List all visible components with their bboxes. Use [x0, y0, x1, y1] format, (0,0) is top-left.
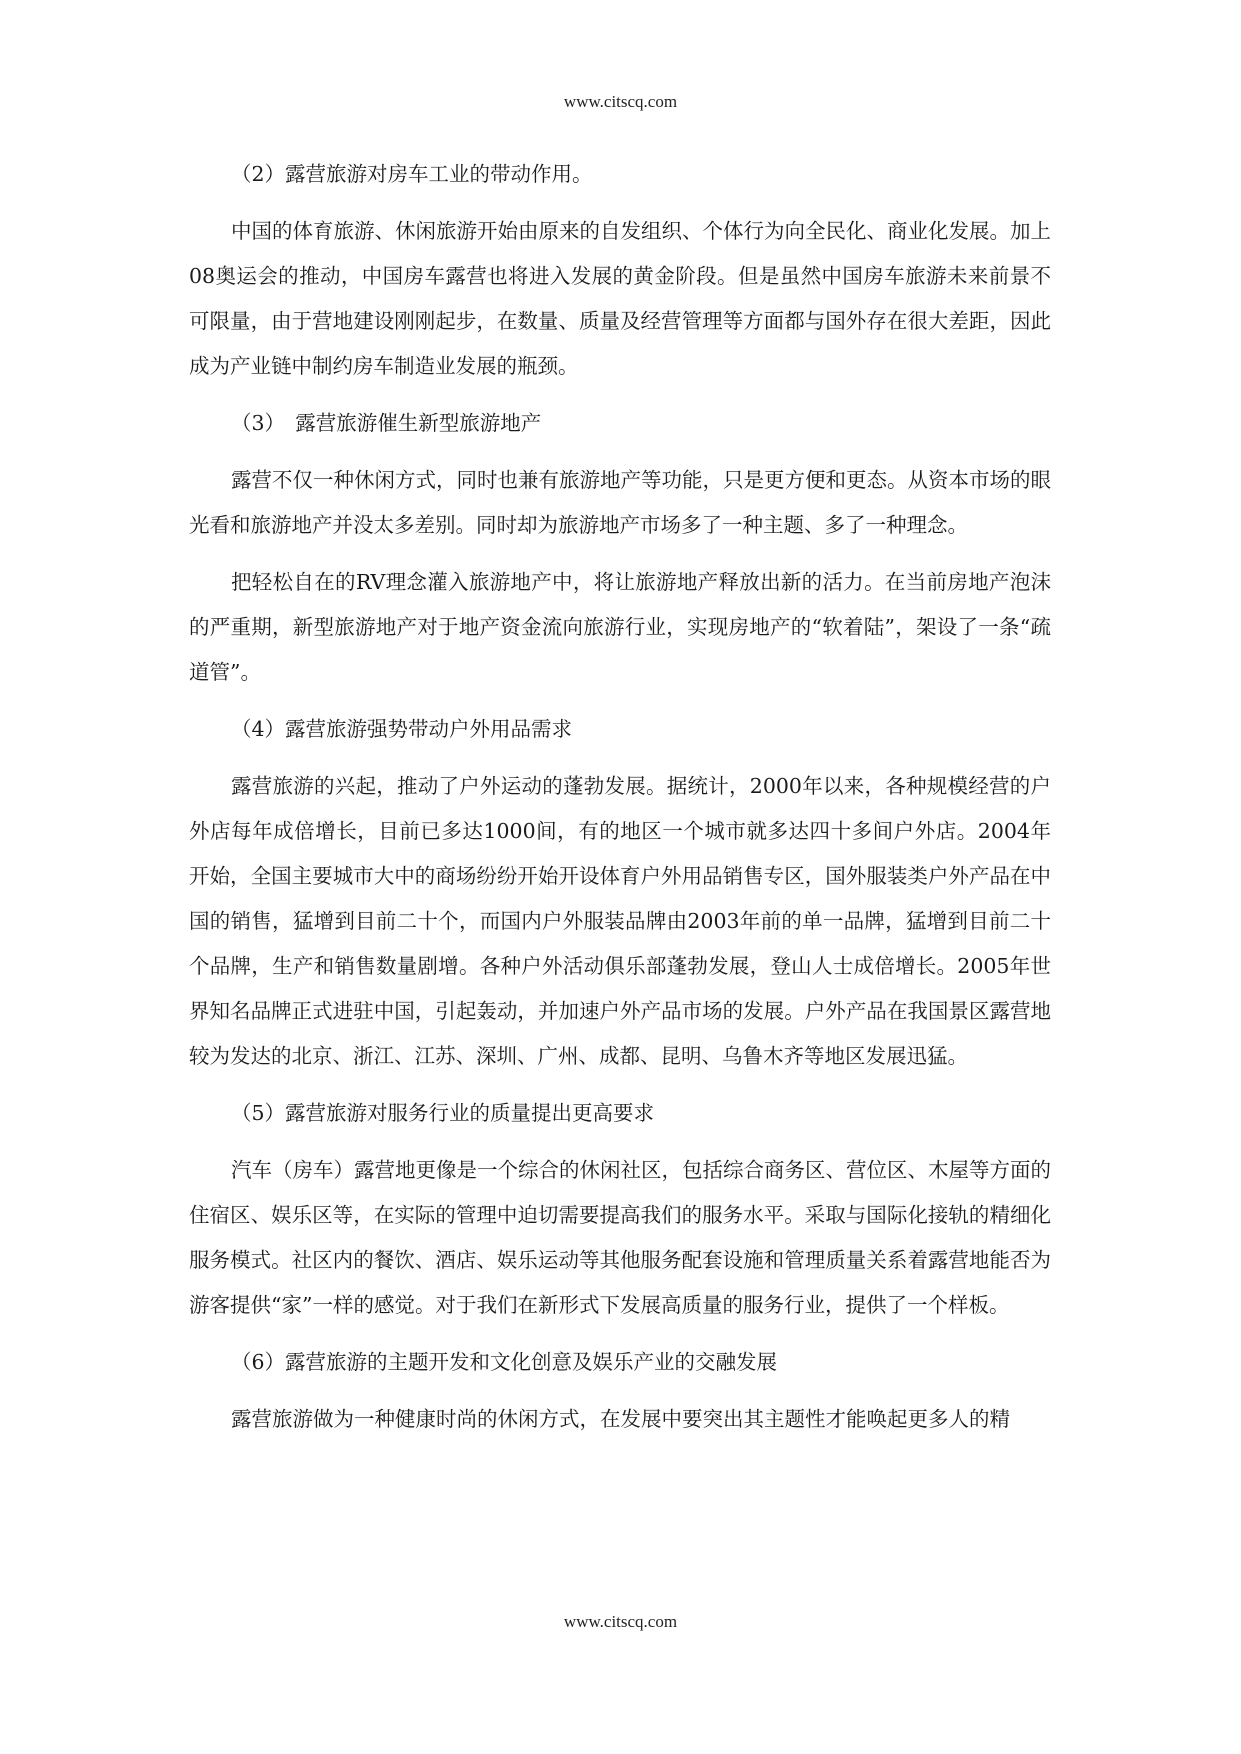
- section-heading: （2）露营旅游对房车工业的带动作用。: [231, 162, 593, 186]
- body-paragraph: 中国的体育旅游、休闲旅游开始由原来的自发组织、个体行为向全民化、商业化发展。加上08奥运会的推动，中国房车露营也将进入发展的黄金阶段。但是虽然中国房车旅游未来前景不可限量，由于营地建设刚刚起步，在数量、质量及经营管理等方面都与国外存在很大差距，因此成为产业链中制约房车制造业发展的瓶颈。: [189, 219, 1051, 378]
- body-paragraph: 露营旅游的兴起，推动了户外运动的蓬勃发展。据统计，2000年以来，各种规模经营的户外店每年成倍增长，目前已多达1000间，有的地区一个城市就多达四十多间户外店。2004年开始，全国主要城市大中的商场纷纷开始开设体育户外用品销售专区，国外服装类户外产品在中国的销售，猛增到目前二十个，而国内户外服装品牌由2003年前的单一品牌，猛增到目前二十个品牌，生产和销售数量剧增。各种户外活动俱乐部蓬勃发展，登山人士成倍增长。2005年世界知名品牌正式进驻中国，引起轰动，并加速户外产品市场的发展。户外产品在我国景区露营地较为发达的北京、浙江、江苏、深圳、广州、成都、昆明、乌鲁木齐等地区发展迅猛。: [189, 774, 1051, 1068]
- section-heading: （4）露营旅游强势带动户外用品需求: [231, 717, 573, 741]
- body-paragraph: 露营不仅一种休闲方式，同时也兼有旅游地产等功能，只是更方便和更态。从资本市场的眼光看和旅游地产并没太多差别。同时却为旅游地产市场多了一种主题、多了一种理念。: [189, 468, 1051, 537]
- section-heading: （5）露营旅游对服务行业的质量提出更高要求: [231, 1101, 655, 1125]
- body-paragraph: 汽车（房车）露营地更像是一个综合的休闲社区，包括综合商务区、营位区、木屋等方面的住宿区、娱乐区等，在实际的管理中迫切需要提高我们的服务水平。采取与国际化接轨的精细化服务模式。社区内的餐饮、酒店、娱乐运动等其他服务配套设施和管理质量关系着露营地能否为游客提供“家”一样的感觉。对于我们在新形式下发展高质量的服务行业，提供了一个样板。: [189, 1158, 1051, 1317]
- body-paragraph: 把轻松自在的RV理念灌入旅游地产中，将让旅游地产释放出新的活力。在当前房地产泡沫的严重期，新型旅游地产对于地产资金流向旅游行业，实现房地产的“软着陆”，架设了一条“疏道管”。: [189, 570, 1051, 684]
- header-url[interactable]: www.citscq.com: [563, 92, 678, 111]
- section-heading: （6）露营旅游的主题开发和文化创意及娱乐产业的交融发展: [231, 1350, 778, 1374]
- footer-url[interactable]: www.citscq.com: [563, 1612, 678, 1631]
- document-body: [189, 152, 1051, 1442]
- body-paragraph: 露营旅游做为一种健康时尚的休闲方式，在发展中要突出其主题性才能唤起更多人的精: [231, 1407, 1010, 1431]
- section-heading: （3） 露营旅游催生新型旅游地产: [231, 411, 542, 435]
